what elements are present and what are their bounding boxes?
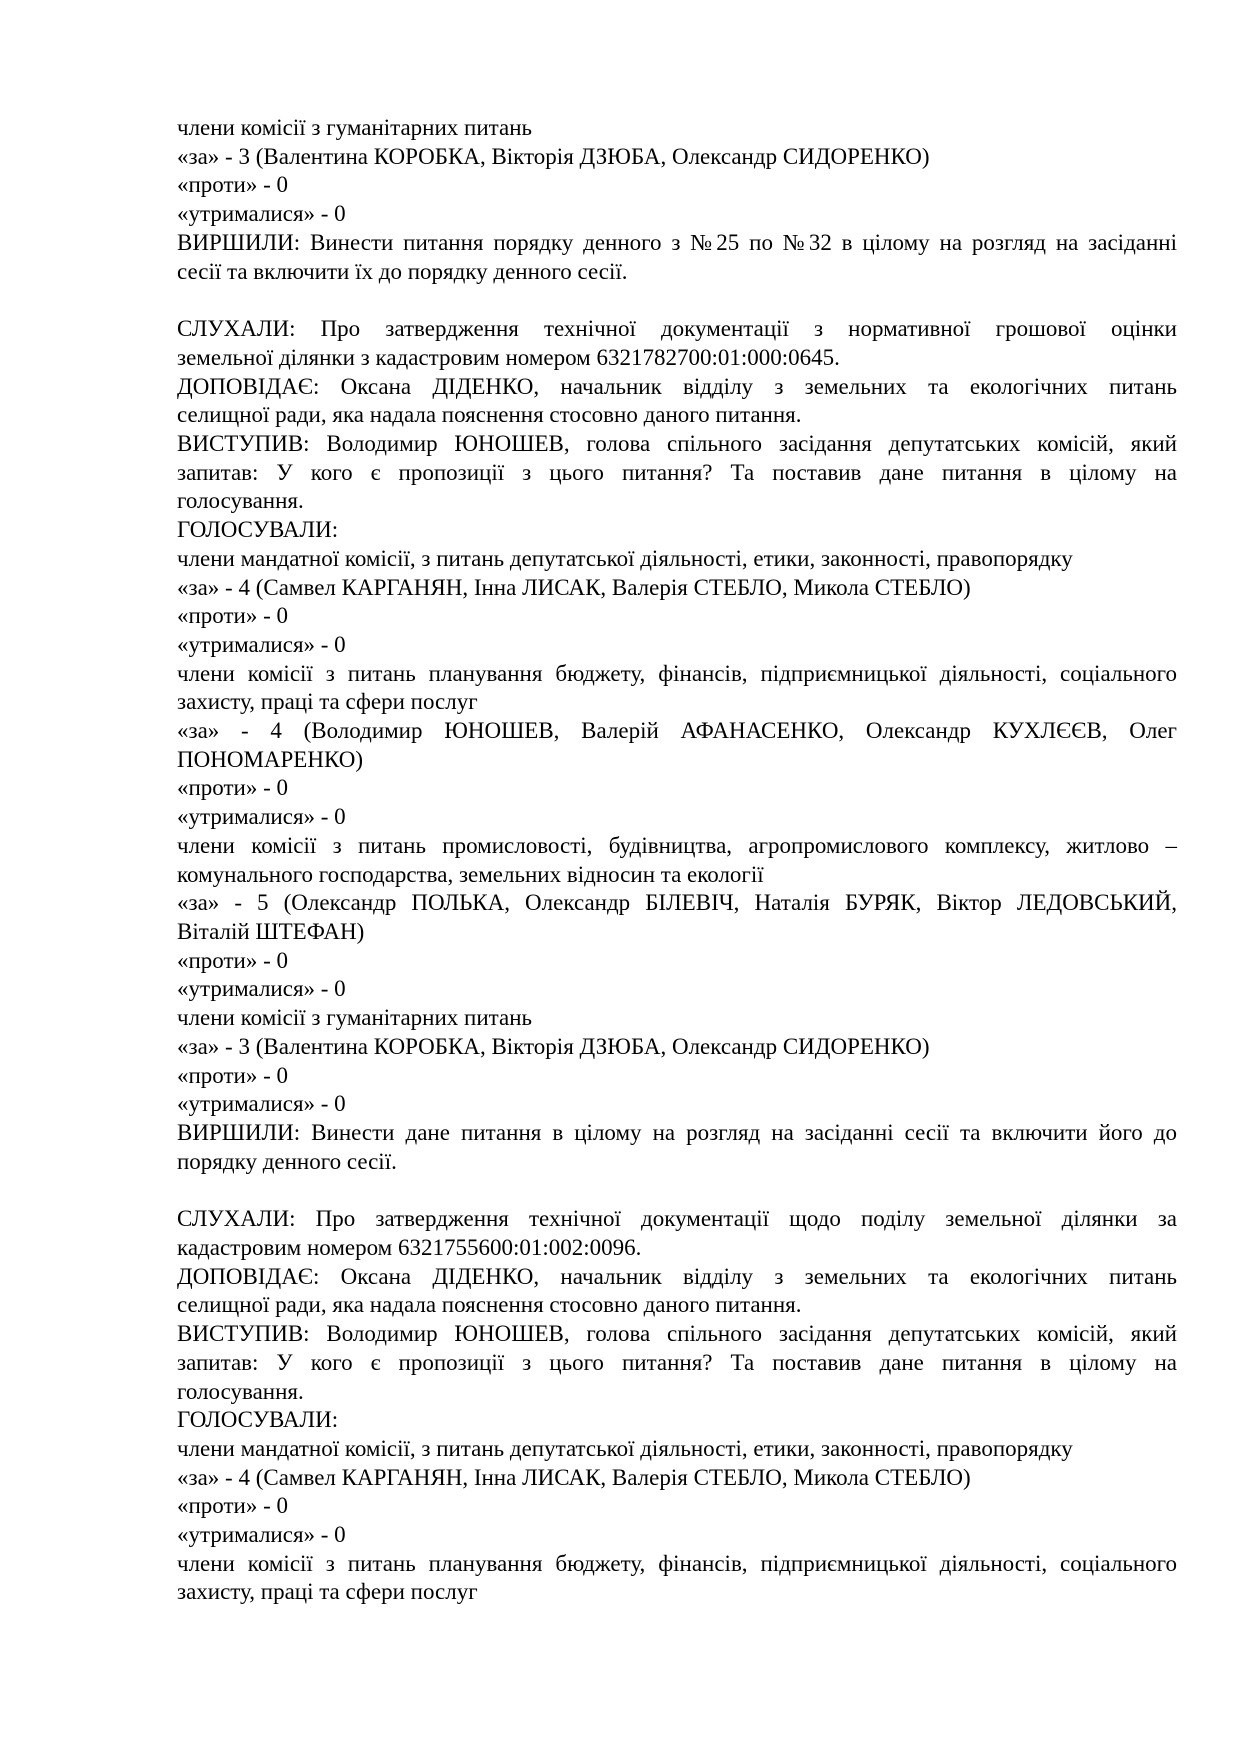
text-line: «за» - 3 (Валентина КОРОБКА, Вікторія ДЗЮБА, Олександр СИДОРЕНКО)	[177, 1033, 930, 1059]
text-line: ВИРШИЛИ: Винести питання порядку денного з №25 по №32 в цілому на розгляд на засіданні	[177, 229, 1177, 255]
text-line: земельної ділянки з кадастровим номером 6321782700:01:000:0645.	[177, 344, 840, 370]
text-line: ГОЛОСУВАЛИ:	[177, 517, 339, 543]
text-line: члени комісії з питань планування бюджету, фінансів, підприємницької діяльності, соціального	[177, 1550, 1177, 1576]
text-line: «проти» - 0	[177, 172, 289, 198]
text-line: комунального господарства, земельних відносин та екології	[177, 861, 764, 887]
text-line: члени комісії з гуманітарних питань	[177, 115, 533, 140]
paragraph-gap	[177, 286, 1177, 315]
text-line: «за» - 3 (Валентина КОРОБКА, Вікторія ДЗЮБА, Олександр СИДОРЕНКО)	[177, 143, 930, 169]
text-line: голосування.	[177, 1378, 304, 1404]
text-line: члени комісії з питань промисловості, будівництва, агропромислового комплексу, житлово –	[177, 832, 1177, 858]
text-line: порядку денного сесії.	[177, 1148, 397, 1174]
text-line: члени комісії з гуманітарних питань	[177, 1005, 533, 1031]
text-line: члени мандатної комісії, з питань депутатської діяльності, етики, законності, правопорядку	[177, 1435, 1073, 1461]
text-line: «утрималися» - 0	[177, 1091, 346, 1117]
text-line: «утрималися» - 0	[177, 1522, 346, 1548]
text-line: запитав: У кого є пропозиції з цього питання? Та поставив дане питання в цілому на	[177, 459, 1177, 485]
text-line: запитав: У кого є пропозиції з цього питання? Та поставив дане питання в цілому на	[177, 1349, 1177, 1375]
text-line: «утрималися» - 0	[177, 804, 346, 830]
text-line: «утрималися» - 0	[177, 201, 346, 227]
text-line: «проти» - 0	[177, 603, 289, 629]
text-line: кадастровим номером 6321755600:01:002:0096.	[177, 1235, 642, 1261]
text-line: «утрималися» - 0	[177, 976, 346, 1002]
text-line: члени мандатної комісії, з питань депутатської діяльності, етики, законності, правопорядку	[177, 545, 1073, 571]
text-line: ДОПОВІДАЄ: Оксана ДІДЕНКО, начальник відділу з земельних та екологічних питань	[177, 373, 1177, 399]
text-line: ВИСТУПИВ: Володимир ЮНОШЕВ, голова спільного засідання депутатських комісій, який	[177, 1321, 1177, 1347]
document-body	[177, 114, 1177, 1607]
text-line: «утрималися» - 0	[177, 631, 346, 657]
text-line: «проти» - 0	[177, 1493, 289, 1519]
text-line: «за» - 5 (Олександр ПОЛЬКА, Олександр БІЛЕВІЧ, Наталія БУРЯК, Віктор ЛЕДОВСЬКИЙ,	[177, 890, 1177, 916]
text-line: сесії та включити їх до порядку денного сесії.	[177, 258, 628, 284]
text-line: «проти» - 0	[177, 775, 289, 801]
text-line: захисту, праці та сфери послуг	[177, 1579, 478, 1605]
text-line: голосування.	[177, 488, 304, 514]
text-line: «проти» - 0	[177, 947, 289, 973]
text-line: СЛУХАЛИ: Про затвердження технічної документації щодо поділу земельної ділянки за	[177, 1206, 1177, 1232]
text-line: члени комісії з питань планування бюджету, фінансів, підприємницької діяльності, соціального	[177, 660, 1177, 686]
text-line: ВИСТУПИВ: Володимир ЮНОШЕВ, голова спільного засідання депутатських комісій, який	[177, 431, 1177, 457]
text-line: СЛУХАЛИ: Про затвердження технічної документації з нормативної грошової оцінки	[177, 316, 1177, 342]
text-line: «за» - 4 (Самвел КАРГАНЯН, Інна ЛИСАК, Валерія СТЕБЛО, Микола СТЕБЛО)	[177, 1464, 971, 1490]
text-line: «проти» - 0	[177, 1062, 289, 1088]
text-line: ГОЛОСУВАЛИ:	[177, 1407, 339, 1433]
text-line: «за» - 4 (Володимир ЮНОШЕВ, Валерій АФАНАСЕНКО, Олександр КУХЛЄЄВ, Олег	[177, 718, 1177, 744]
text-line: ДОПОВІДАЄ: Оксана ДІДЕНКО, начальник відділу з земельних та екологічних питань	[177, 1263, 1177, 1289]
text-line: захисту, праці та сфери послуг	[177, 689, 478, 715]
text-line: «за» - 4 (Самвел КАРГАНЯН, Інна ЛИСАК, Валерія СТЕБЛО, Микола СТЕБЛО)	[177, 574, 971, 600]
text-line: селищної ради, яка надала пояснення стосовно даного питання.	[177, 1292, 802, 1318]
paragraph-gap	[177, 1176, 1177, 1205]
text-line: Віталій ШТЕФАН)	[177, 918, 365, 944]
text-line: ПОНОМАРЕНКО)	[177, 746, 363, 772]
text-line: ВИРШИЛИ: Винести дане питання в цілому на розгляд на засіданні сесії та включити його до	[177, 1119, 1177, 1145]
text-line: селищної ради, яка надала пояснення стосовно даного питання.	[177, 402, 802, 428]
